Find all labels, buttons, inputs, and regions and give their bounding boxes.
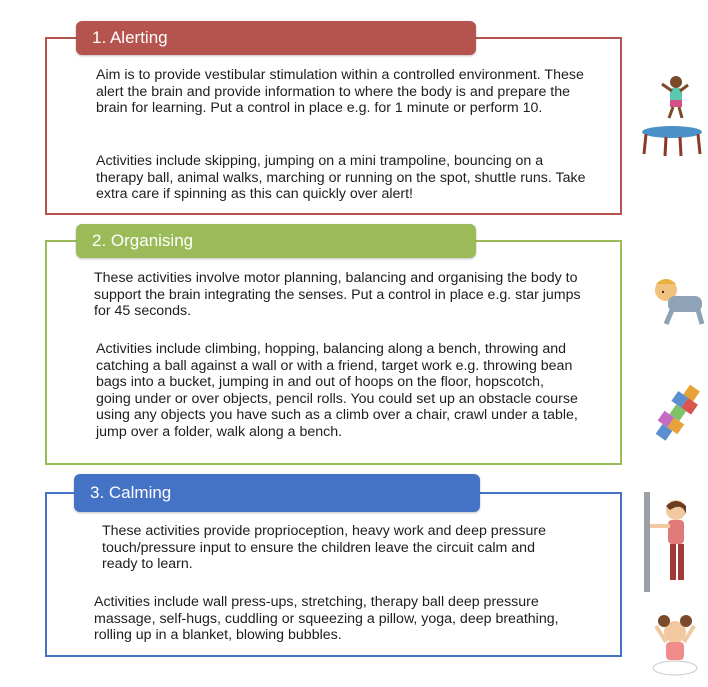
trampoline-child-icon [636, 72, 706, 162]
alerting-activities-text: Activities include skipping, jumping on a mini trampoline, bouncing on a therapy ball, animal walks, marching or running on the spot, shuttle runs. Take extra care if spinning as this can quickly over alert! [96, 153, 586, 202]
wall-push-child-icon [640, 492, 700, 592]
yoga-child-icon [644, 612, 706, 678]
crawling-baby-icon [648, 270, 708, 330]
organising-title: 2. Organising [76, 224, 476, 258]
hopscotch-icon [652, 384, 708, 442]
calming-activities-text: Activities include wall press-ups, stretching, therapy ball deep pressure massage, self-hugs, cuddling or squeezing a pillow, yoga, deep breathing, rolling up in a blanket, blowing bubbles. [94, 594, 559, 643]
alerting-title: 1. Alerting [76, 21, 476, 55]
calming-title: 3. Calming [74, 474, 480, 512]
alerting-aim-text: Aim is to provide vestibular stimulation within a controlled environment. These alert the brain and provide information to where the body is and prepare the brain for learning. Put a control in place e.g. for 1 minute or perform 10. [96, 67, 584, 116]
organising-intro-text: These activities involve motor planning, balancing and organising the body to support the brain integrating the senses. Put a control in place e.g. star jumps for 45 seconds. [94, 270, 581, 319]
calming-intro-text: These activities provide proprioception, heavy work and deep pressure touch/pressure input to ensure the children leave the circuit calm and ready to learn. [102, 523, 546, 572]
organising-activities-text: Activities include climbing, hopping, balancing along a bench, throwing and catching a ball against a wall or with a friend, target work e.g. throwing bean bags into a bucket, jumping in and out of hoops on the floor, hopscotch, going under or over objects, pencil rolls. You could set up an obstacle course using any objects you have such as a climb over a chair, crawl under a table, jump over a folder, walk along a bench. [96, 341, 578, 440]
